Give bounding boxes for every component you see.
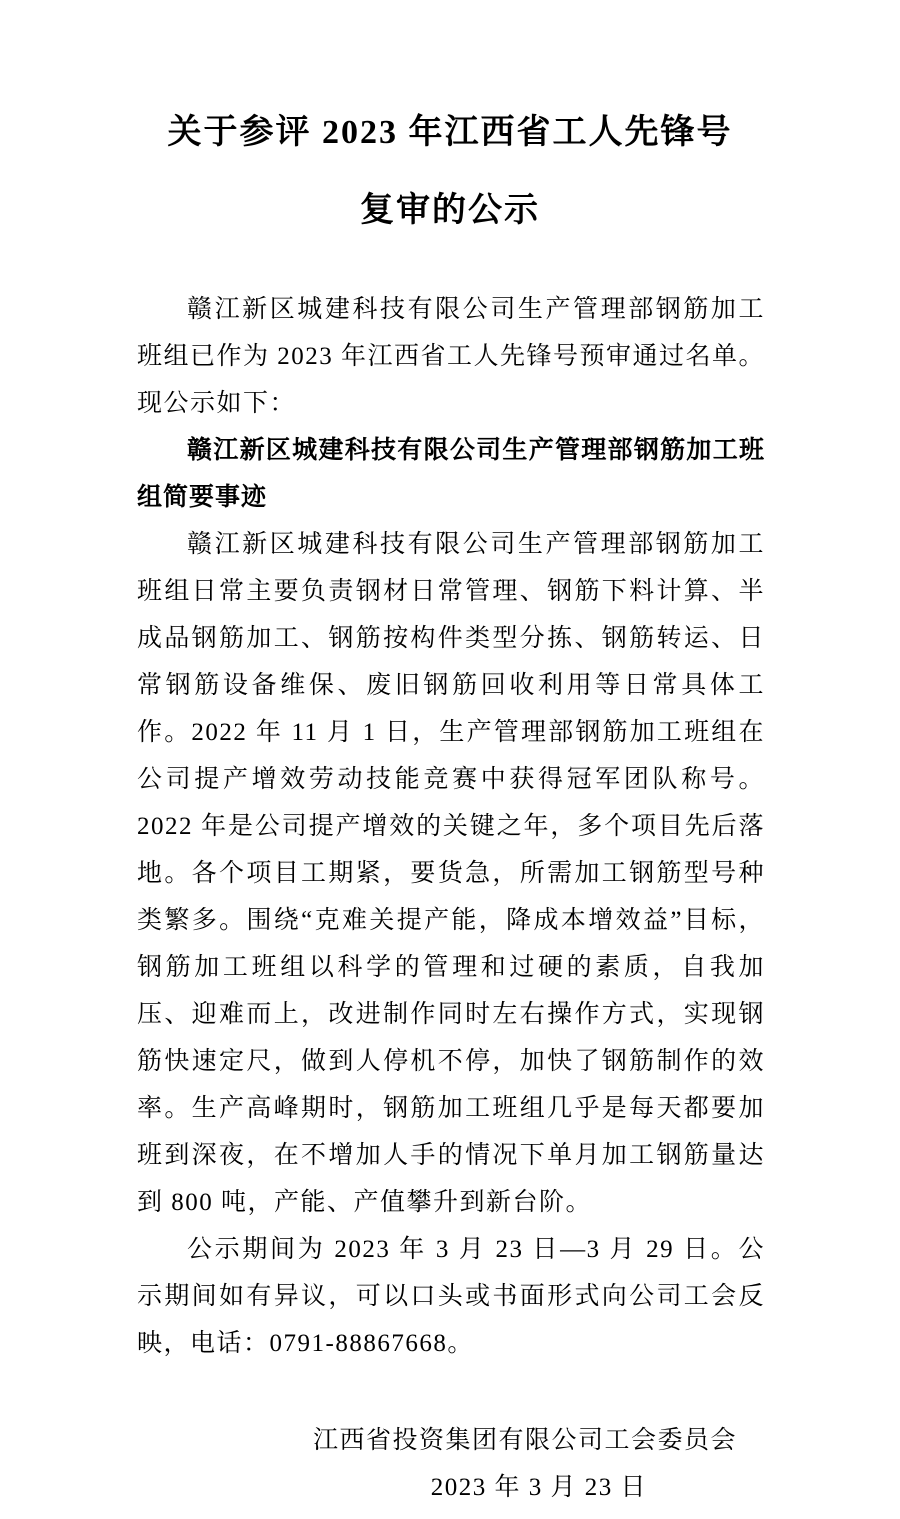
deeds-paragraph: 赣江新区城建科技有限公司生产管理部钢筋加工班组日常主要负责钢材日常管理、钢筋下料计算、半成品钢筋加工、钢筋按构件类型分拣、钢筋转运、日常钢筋设备维保、废旧钢筋回收利用等日常具体工作。2022 年 11 月 1 日，生产管理部钢筋加工班组在公司提产增效劳动技能竞赛中获得冠军团队称号。2022 年是公司提产增效的关键之年，多个项目先后落地。各个项目工期紧，要货急，所需加工钢筋型号种类繁多。围绕“克难关提产能，降成本增效益”目标，钢筋加工班组以科学的管理和过硬的素质，自我加压、迎难而上，改进制作同时左右操作方式，实现钢筋快速定尺，做到人停机不停，加快了钢筋制作的效率。生产高峰期时，钢筋加工班组几乎是每天都要加班到深夜，在不增加人手的情况下单月加工钢筋量达到 800 吨，产能、产值攀升到新台阶。 (137, 531, 765, 1216)
document-title-line-2: 复审的公示 (360, 192, 540, 229)
signature-organization: 江西省投资集团有限公司工会委员会 (312, 1427, 737, 1454)
signature-block (137, 1417, 765, 1511)
section-heading: 赣江新区城建科技有限公司生产管理部钢筋加工班组简要事迹 (137, 436, 765, 511)
document-title-line-1: 关于参评 2023 年江西省工人先锋号 (167, 114, 733, 151)
notice-period-paragraph: 公示期间为 2023 年 3 月 23 日—3 月 29 日。公示期间如有异议，可以口头或书面形式向公司工会反映，电话：0791-88867668。 (137, 1236, 765, 1357)
document-body (137, 286, 765, 1511)
signature-date: 2023 年 3 月 23 日 (430, 1474, 647, 1501)
document-title (0, 0, 900, 250)
intro-paragraph: 赣江新区城建科技有限公司生产管理部钢筋加工班组已作为 2023 年江西省工人先锋号预审通过名单。现公示如下： (137, 296, 766, 417)
